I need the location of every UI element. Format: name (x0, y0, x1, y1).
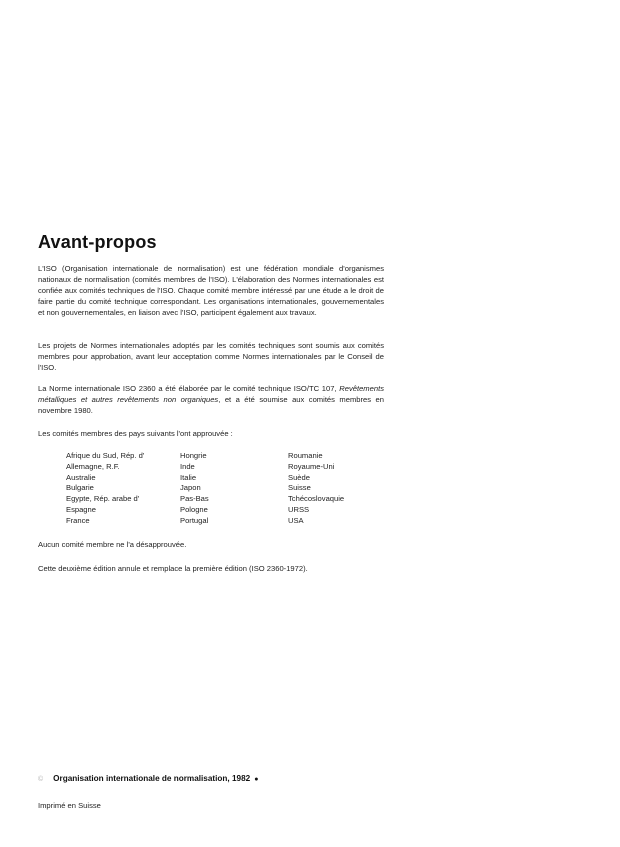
copyright-icon: © (38, 776, 44, 783)
countries-column-2 (180, 451, 300, 527)
country-name: Royaume-Uni (288, 461, 335, 471)
paragraph-standard-origin (38, 384, 384, 417)
page-title: Avant-propos (38, 232, 157, 252)
country-name: Portugal (180, 515, 209, 525)
copyright-line (38, 774, 258, 783)
country-name: Inde (180, 461, 195, 471)
country-name: Roumanie (288, 451, 323, 460)
country-name: Pologne (180, 504, 208, 514)
countries-column-3 (288, 451, 408, 527)
paragraph-edition-note: Cette deuxième édition annule et remplace la première édition (ISO 2360-1972). (38, 564, 308, 573)
country-name: Allemagne, R.F. (66, 461, 120, 471)
paragraph-standard-origin-tail: , et a été soumise aux comités membres en novembre 1980. (38, 394, 384, 415)
paragraph-iso-introduction: L'ISO (Organisation internationale de normalisation) est une fédération mondiale d'organismes nationaux de normalisation (comités membres de l'ISO). L'élaboration des Normes internationales est confiée aux comités techniques de l'ISO. Chaque comité membre intéressé par une étude a le droit de faire partie du comité technique correspondant. Les organisations internationales, gouvernementales et non gouvernementales, en liaison avec l'ISO, participent également aux travaux. (38, 264, 384, 317)
bullet-icon: ● (254, 776, 259, 783)
country-name: Italie (180, 472, 197, 482)
country-name: Tchécoslovaquie (288, 494, 345, 504)
committee-title-italic: Revêtements métalliques et autres revêtements non organiques (38, 384, 384, 404)
copyright-organisation: Organisation internationale de normalisation, 1982 (53, 774, 251, 783)
paragraph-no-disapproval: Aucun comité membre ne l'a désapprouvée. (38, 540, 187, 549)
country-name: URSS (288, 504, 310, 514)
country-name: Suède (288, 472, 310, 482)
paragraph-approving-countries-intro: Les comités membres des pays suivants l'ont approuvée : (38, 429, 233, 438)
countries-column-1 (66, 451, 186, 527)
country-name: USA (288, 515, 304, 525)
printed-in-note: Imprimé en Suisse (38, 801, 101, 810)
country-name: Australie (66, 472, 96, 482)
country-name: Bulgarie (66, 483, 94, 493)
country-name: Suisse (288, 483, 311, 493)
country-name: Hongrie (180, 451, 207, 460)
country-name: France (66, 515, 90, 525)
country-name: Espagne (66, 504, 96, 514)
country-name: Japon (180, 483, 201, 493)
country-name: Afrique du Sud, Rép. d' (66, 451, 145, 460)
paragraph-draft-standards: Les projets de Normes internationales adoptés par les comités techniques sont soumis aux comités membres pour approbation, avant leur acceptation comme Normes internationales par le Conseil de l'ISO. (38, 341, 384, 372)
country-name: Pas-Bas (180, 494, 209, 504)
paragraph-standard-origin-lead: La Norme internationale ISO 2360 a été élaborée par le comité technique ISO/TC 107, (38, 384, 340, 393)
country-name: Egypte, Rép. arabe d' (66, 494, 140, 504)
